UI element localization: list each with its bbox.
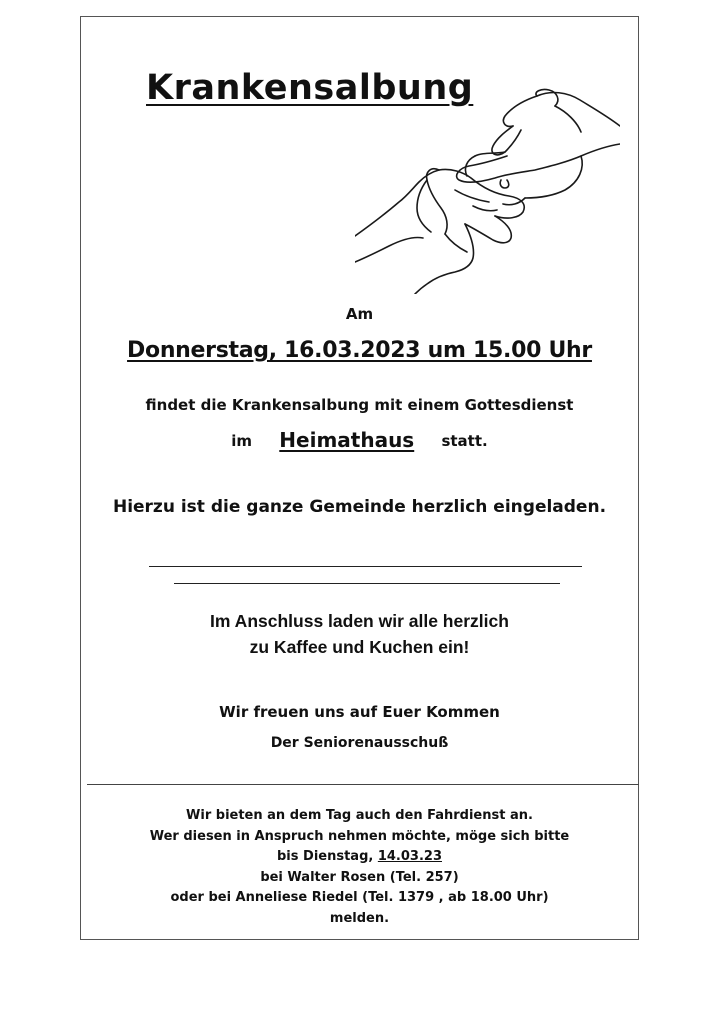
section-divider xyxy=(87,784,639,785)
transport-contact: oder bei Anneliese Riedel (Tel. 1379 , ab 18.00 Uhr) xyxy=(170,890,549,905)
coffee-invitation xyxy=(80,608,639,660)
event-location: Heimathaus xyxy=(279,428,415,452)
transport-deadline-line xyxy=(80,847,639,868)
community-invitation: Hierzu ist die ganze Gemeinde herzlich eingeladen. xyxy=(112,497,607,517)
deadline-date: 14.03.23 xyxy=(377,849,442,864)
transport-contact: bei Walter Rosen (Tel. 257) xyxy=(260,869,459,885)
closing-greeting: Wir freuen uns auf Euer Kommen xyxy=(219,703,500,721)
transport-line: Wir bieten an dem Tag auch den Fahrdienst an. xyxy=(186,808,533,823)
event-date-time: Donnerstag, 16.03.2023 um 15.00 Uhr xyxy=(127,338,592,363)
coffee-line: zu Kaffee und Kuchen ein! xyxy=(249,637,470,657)
anointing-hands-icon xyxy=(355,86,620,294)
transport-notice xyxy=(80,806,639,929)
divider-line xyxy=(174,583,560,584)
divider-line xyxy=(149,566,582,567)
transport-line: melden. xyxy=(329,910,390,926)
deadline-prefix: bis Dienstag, xyxy=(277,849,378,864)
signature: Der Seniorenausschuß xyxy=(270,735,449,751)
transport-line: Wer diesen in Anspruch nehmen möchte, möge sich bitte xyxy=(149,828,570,844)
event-location-line xyxy=(80,428,639,452)
location-prefix: im xyxy=(231,432,253,450)
event-description: findet die Krankensalbung mit einem Gottesdienst xyxy=(145,396,574,414)
location-suffix: statt. xyxy=(441,432,488,450)
page-title: Krankensalbung xyxy=(146,68,474,108)
coffee-line: Im Anschluss laden wir alle herzlich xyxy=(210,611,509,631)
event-intro: Am xyxy=(345,305,374,323)
